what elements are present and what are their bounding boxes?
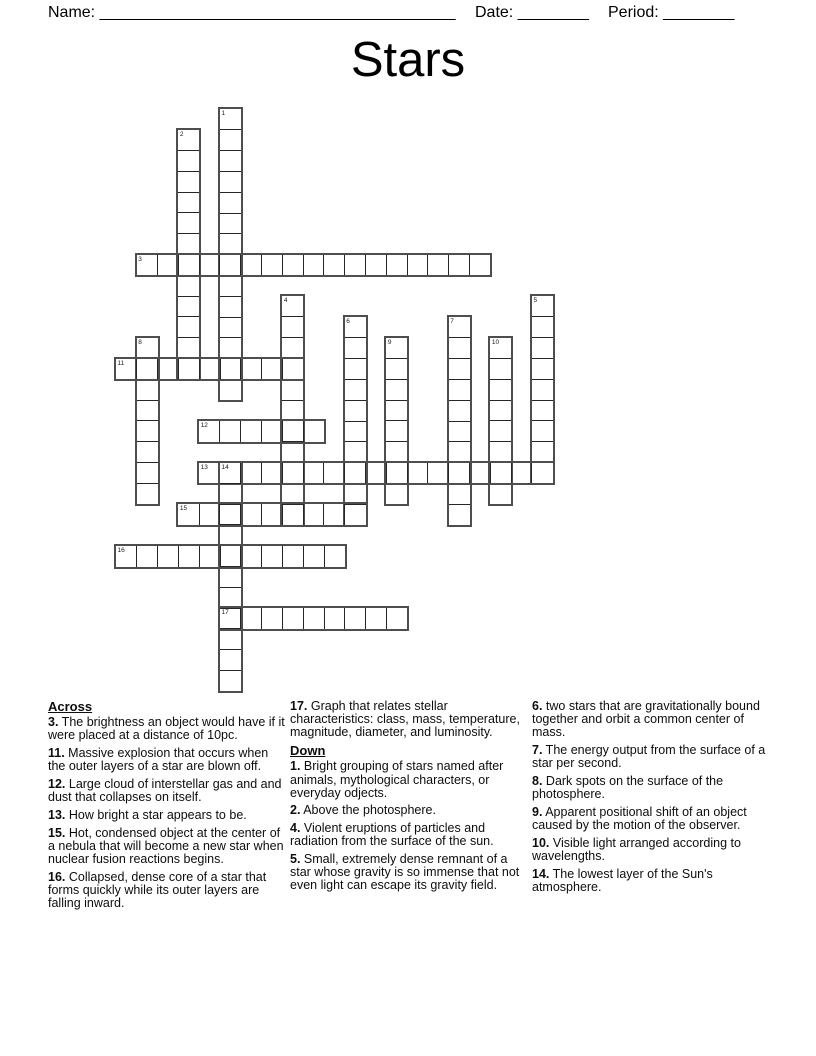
cell-divider xyxy=(199,546,200,567)
across-heading: Across xyxy=(48,699,93,714)
clue-8: 8. Dark spots on the surface of the photosphere. xyxy=(532,774,724,802)
cell-divider xyxy=(219,504,220,525)
cell-divider xyxy=(531,463,532,484)
clue-number: 11. xyxy=(48,746,65,761)
cell-divider xyxy=(261,546,262,567)
cell-divider xyxy=(220,587,241,588)
page-title: Stars xyxy=(350,33,466,87)
cell-divider xyxy=(240,421,241,442)
cell-divider xyxy=(407,255,408,276)
clue-number: 10. xyxy=(532,835,550,850)
answer-4-down[interactable] xyxy=(280,294,305,527)
clue-number: 13. xyxy=(48,807,66,822)
cell-divider xyxy=(386,255,387,276)
clues-column-3 xyxy=(532,700,772,899)
cell-divider xyxy=(323,255,324,276)
cell-divider xyxy=(240,608,241,629)
cell-divider xyxy=(449,400,470,401)
cell-divider xyxy=(303,463,304,484)
cell-divider xyxy=(178,150,199,151)
cell-divider xyxy=(178,171,199,172)
cell-divider xyxy=(490,358,511,359)
cell-number-12: 12 xyxy=(200,422,208,429)
cell-divider xyxy=(490,463,491,484)
cell-divider xyxy=(219,255,220,276)
cell-divider xyxy=(365,255,366,276)
cell-divider xyxy=(282,400,303,401)
cell-divider xyxy=(303,255,304,276)
cell-divider xyxy=(136,546,137,567)
clue-15: 15. Hot, condensed object at the center of a nebula that will become a new star when nuclear fusion reactions begins. xyxy=(48,825,284,867)
cell-divider xyxy=(407,463,408,484)
cell-divider xyxy=(261,255,262,276)
cell-divider xyxy=(449,441,470,442)
clue-7: 7. The energy output from the surface of a star per second. xyxy=(532,743,766,771)
cell-divider xyxy=(282,255,283,276)
cell-divider xyxy=(344,504,345,525)
cell-number-16: 16 xyxy=(117,546,125,554)
clue-14: 14. The lowest layer of the Sun's atmosphere. xyxy=(532,866,713,894)
cell-divider xyxy=(386,358,407,359)
clue-4: 4. Violent eruptions of particles and radiation from the surface of the sun. xyxy=(290,821,494,849)
cell-divider xyxy=(449,358,470,359)
clue-9: 9. Apparent positional shift of an object caused by the motion of the observer. xyxy=(532,804,747,833)
cell-divider xyxy=(220,337,241,338)
cell-divider xyxy=(532,441,553,442)
cell-divider xyxy=(240,546,241,567)
cell-number-10: 10 xyxy=(491,338,500,346)
cell-divider xyxy=(386,441,407,442)
cell-divider xyxy=(220,317,241,318)
cell-divider xyxy=(261,421,262,442)
answer-17-across[interactable] xyxy=(218,606,409,631)
cell-divider xyxy=(220,192,241,193)
cell-divider xyxy=(137,483,158,484)
cell-divider xyxy=(345,337,366,338)
clue-number: 1. xyxy=(290,759,301,774)
cell-divider xyxy=(490,420,511,421)
cell-divider xyxy=(303,608,304,629)
cell-divider xyxy=(220,483,241,484)
cell-divider xyxy=(532,420,553,421)
cell-divider xyxy=(490,379,511,380)
answer-6-down[interactable] xyxy=(343,315,368,527)
clue-12: 12. Large cloud of interstellar gas and and dust that collapses on itself. xyxy=(48,777,282,805)
cell-divider xyxy=(240,504,241,525)
cell-divider xyxy=(261,359,262,380)
cell-divider xyxy=(199,504,200,525)
cell-number-4: 4 xyxy=(283,297,288,305)
cell-divider xyxy=(344,608,345,629)
cell-divider xyxy=(303,421,304,442)
cell-divider xyxy=(220,213,241,214)
cell-divider xyxy=(282,316,303,317)
cell-divider xyxy=(199,255,200,276)
cell-divider xyxy=(178,359,179,380)
date-label: Date: xyxy=(475,4,514,21)
cell-divider xyxy=(282,337,303,338)
cell-divider xyxy=(136,359,137,380)
answer-16-across[interactable] xyxy=(114,544,347,569)
down-heading: Down xyxy=(290,743,326,759)
cell-divider xyxy=(532,400,553,401)
cell-divider xyxy=(178,296,199,297)
cell-divider xyxy=(240,255,241,276)
cell-divider xyxy=(345,441,366,442)
cell-divider xyxy=(220,649,241,650)
cell-divider xyxy=(178,233,199,234)
clue-16: 16. Collapsed, dense core of a star that forms quickly while its outer layers are falling inward. xyxy=(48,869,267,911)
cell-divider xyxy=(532,337,553,338)
cell-number-14: 14 xyxy=(221,463,229,471)
cell-divider xyxy=(282,421,283,442)
cell-number-3: 3 xyxy=(138,255,142,263)
cell-number-5: 5 xyxy=(533,297,538,305)
clue-2: 2. Above the photosphere. xyxy=(290,803,436,818)
cell-divider xyxy=(219,421,220,442)
cell-divider xyxy=(449,337,470,338)
cell-divider xyxy=(469,255,470,276)
cell-divider xyxy=(178,255,179,276)
cell-divider xyxy=(365,608,366,629)
cell-divider xyxy=(261,463,262,484)
cell-divider xyxy=(282,546,283,567)
clue-17: 17. Graph that relates stellar characteristics: class, mass, temperature, magnitude, diameter, and luminosity. xyxy=(290,699,520,740)
cell-divider xyxy=(345,400,366,401)
cell-number-17: 17 xyxy=(221,609,229,617)
clue-number: 3. xyxy=(48,715,59,730)
clue-number: 6. xyxy=(532,699,543,713)
clue-6: 6. two stars that are gravitationally bound together and orbit a common center of mass. xyxy=(532,699,760,740)
clue-10: 10. Visible light arranged according to wavelengths. xyxy=(532,835,741,864)
clue-number: 7. xyxy=(532,743,543,758)
cell-divider xyxy=(220,359,221,380)
cell-divider xyxy=(137,420,158,421)
answer-14-down[interactable] xyxy=(218,461,243,694)
cell-divider xyxy=(261,608,262,629)
answer-5-down[interactable] xyxy=(530,294,555,485)
name-blank-line[interactable]: ________________________________________ xyxy=(99,4,456,21)
cell-divider xyxy=(324,546,325,567)
clues-column-1 xyxy=(48,700,286,915)
cell-divider xyxy=(282,504,283,525)
cell-number-1: 1 xyxy=(221,110,226,117)
cell-divider xyxy=(449,379,470,380)
cell-divider xyxy=(220,670,241,671)
cell-number-13: 13 xyxy=(200,463,208,471)
cell-divider xyxy=(220,129,241,130)
cell-divider xyxy=(345,358,366,359)
cell-divider xyxy=(178,192,199,193)
cell-divider xyxy=(344,463,345,484)
cell-divider xyxy=(469,463,470,484)
cell-divider xyxy=(240,359,241,380)
cell-divider xyxy=(448,255,449,276)
cell-number-11: 11 xyxy=(117,359,125,367)
cell-divider xyxy=(532,316,553,317)
clue-number: 12. xyxy=(48,777,66,792)
cell-divider xyxy=(220,233,241,234)
cell-divider xyxy=(157,255,158,276)
cell-divider xyxy=(345,421,366,422)
cell-number-6: 6 xyxy=(346,318,350,325)
cell-divider xyxy=(532,358,553,359)
clue-11: 11. Massive explosion that occurs when the outer layers of a star are blown off. xyxy=(48,746,269,774)
cell-divider xyxy=(345,379,366,380)
cell-divider xyxy=(220,150,241,151)
cell-divider xyxy=(427,463,428,484)
cell-divider xyxy=(344,255,345,276)
clue-number: 2. xyxy=(290,803,301,818)
clue-13: 13. How bright a star appears to be. xyxy=(48,807,247,822)
cell-number-9: 9 xyxy=(387,338,392,346)
cell-divider xyxy=(282,608,283,629)
cell-divider xyxy=(323,463,324,484)
cell-divider xyxy=(386,420,407,421)
period-blank-line[interactable]: ________ xyxy=(663,4,735,21)
clues-column-2 xyxy=(290,700,530,897)
answer-15-across[interactable] xyxy=(176,502,367,527)
clue-number: 5. xyxy=(290,852,301,867)
cell-divider xyxy=(282,359,283,380)
cell-divider xyxy=(178,546,179,567)
cell-divider xyxy=(323,504,324,525)
cell-divider xyxy=(532,379,553,380)
clue-5: 5. Small, extremely dense remnant of a star whose gravity is so immense that not even light can escape its gravity field. xyxy=(290,852,520,893)
answer-13-across[interactable] xyxy=(197,461,555,486)
answer-11-across[interactable] xyxy=(114,357,305,382)
cell-divider xyxy=(178,212,199,213)
cell-divider xyxy=(448,463,449,484)
cell-number-8: 8 xyxy=(138,338,142,346)
cell-divider xyxy=(137,441,158,442)
clue-number: 8. xyxy=(532,774,543,789)
cell-divider xyxy=(282,463,283,484)
clue-number: 15. xyxy=(48,825,66,840)
cell-divider xyxy=(303,504,304,525)
cell-number-7: 7 xyxy=(450,318,454,325)
cell-divider xyxy=(365,463,366,484)
cell-number-15: 15 xyxy=(179,505,188,513)
cell-divider xyxy=(386,608,387,629)
clue-number: 4. xyxy=(290,821,301,836)
clue-number: 16. xyxy=(48,869,66,884)
cell-number-2: 2 xyxy=(179,130,184,138)
cell-divider xyxy=(178,316,199,317)
cell-divider xyxy=(261,504,262,525)
cell-divider xyxy=(449,504,470,505)
clue-number: 14. xyxy=(532,866,550,881)
cell-divider xyxy=(199,359,200,380)
cell-divider xyxy=(220,296,241,297)
period-label: Period: xyxy=(608,4,659,21)
cell-divider xyxy=(386,463,387,484)
clue-number: 17. xyxy=(290,699,308,713)
cell-divider xyxy=(511,463,512,484)
cell-divider xyxy=(220,171,241,172)
cell-divider xyxy=(449,421,470,422)
name-label: Name: xyxy=(48,4,96,21)
answer-12-across[interactable] xyxy=(197,419,326,444)
cell-divider xyxy=(324,608,325,629)
answer-3-across[interactable] xyxy=(135,253,493,278)
cell-divider xyxy=(157,359,158,380)
cell-divider xyxy=(303,546,304,567)
cell-divider xyxy=(157,546,158,567)
cell-divider xyxy=(490,441,511,442)
answer-7-down[interactable] xyxy=(447,315,472,527)
cell-divider xyxy=(178,337,199,338)
clue-number: 9. xyxy=(532,804,543,819)
cell-divider xyxy=(386,379,407,380)
cell-divider xyxy=(137,400,158,401)
cell-divider xyxy=(427,255,428,276)
cell-divider xyxy=(220,546,221,567)
cell-divider xyxy=(137,462,158,463)
date-blank-line[interactable]: ________ xyxy=(517,4,589,21)
cell-divider xyxy=(490,400,511,401)
clue-1: 1. Bright grouping of stars named after animals, mythological characters, or everyday odjects. xyxy=(290,759,504,800)
clue-3: 3. The brightness an object would have if it were placed at a distance of 10pc. xyxy=(48,715,285,743)
cell-divider xyxy=(386,400,407,401)
